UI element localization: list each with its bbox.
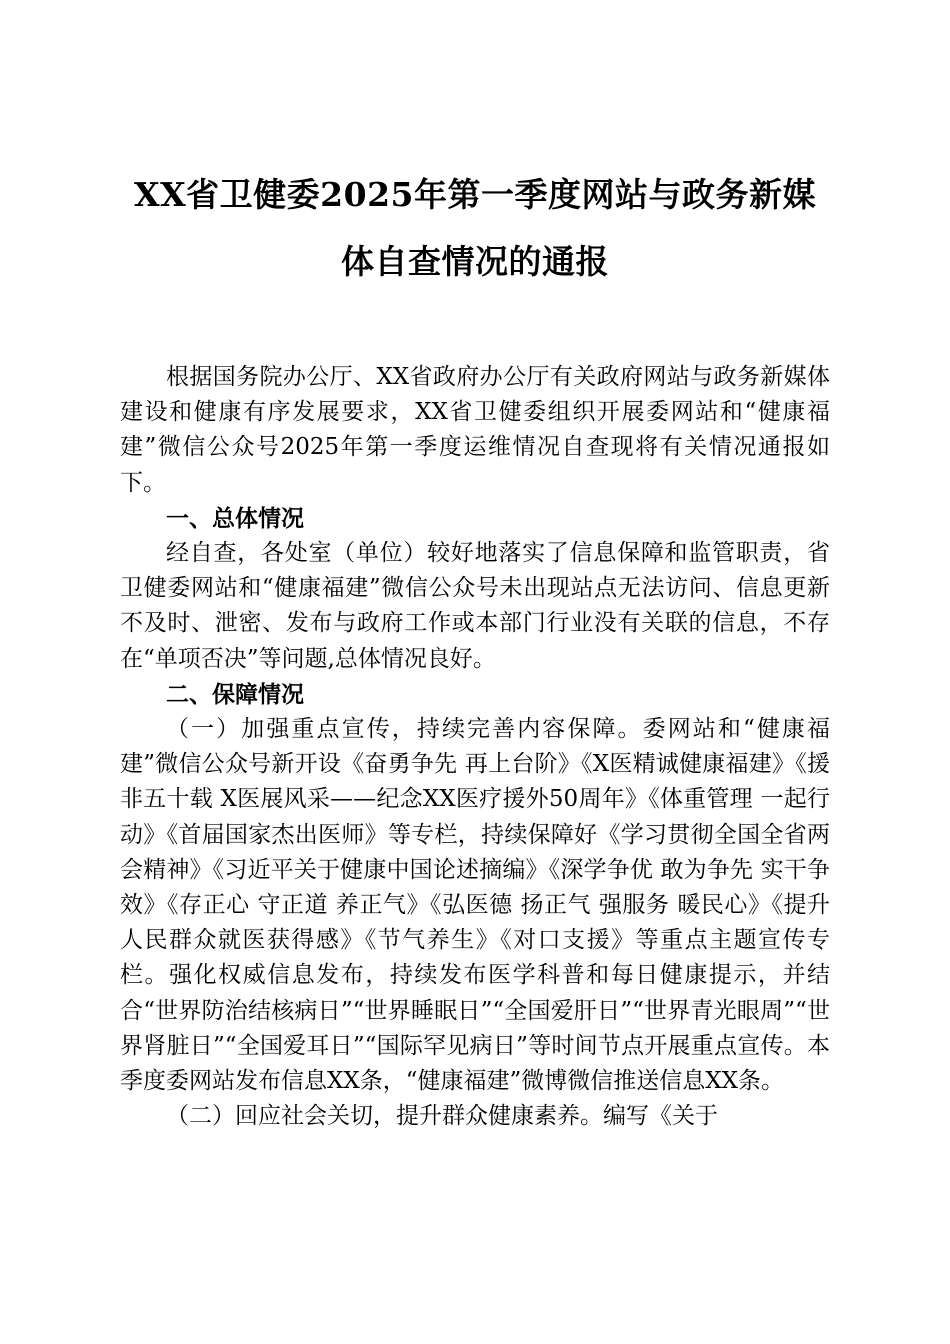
intro-paragraph: 根据国务院办公厅、XX省政府办公厅有关政府网站与政务新媒体建设和健康有序发展要求，XX省卫健委组织开展委网站和“健康福建”微信公众号2025年第一季度运维情况自查现将有关情况通报如下。 [120,364,830,496]
section-heading-guarantee: 二、保障情况 [166,680,304,708]
section-heading-overall: 一、总体情况 [166,504,304,532]
guarantee-item-1-paragraph: （一）加强重点宣传，持续完善内容保障。委网站和“健康福建”微信公众号新开设《奋勇争先 再上台阶》《X医精诚健康福建》《援非五十载 X医展风采——纪念XX医疗援外50周年》《体重管理 一起行动》《首届国家杰出医师》等专栏，持续保障好《学习贯彻全国全省两会精神》《习近平关于健康中国论述摘编》《深学争优 敢为争先 实干争效》《存正心 守正道 养正气》《弘医德 扬正气 强服务 暖民心》《提升人民群众就医获得感》《节气养生》《对口支援》等重点主题宣传专栏。强化权威信息发布，持续发布医学科普和每日健康提示，并结合“世界防治结核病日”“世界睡眠日”“全国爱肝日”“世界青光眼周”“世界肾脏日”“全国爱耳日”“国际罕见病日”等时间节点开展重点宣传。本季度委网站发布信息XX条，“健康福建”微博微信推送信息XX条。 [120,716,830,1095]
guarantee-item-2-paragraph: （二）回应社会关切，提升群众健康素养。编写《关于 [166,1103,718,1130]
overall-paragraph: 经自查，各处室（单位）较好地落实了信息保障和监管职责，省卫健委网站和“健康福建”微信公众号未出现站点无法访问、信息更新不及时、泄密、发布与政府工作或本部门行业没有关联的信息，不存在“单项否决”等问题,总体情况良好。 [120,540,830,672]
document-title-line-2: 体自查情况的通报 [341,242,609,281]
document-body [120,360,830,1134]
document-title-line-1: XX省卫健委2025年第一季度网站与政务新媒 [133,175,817,214]
